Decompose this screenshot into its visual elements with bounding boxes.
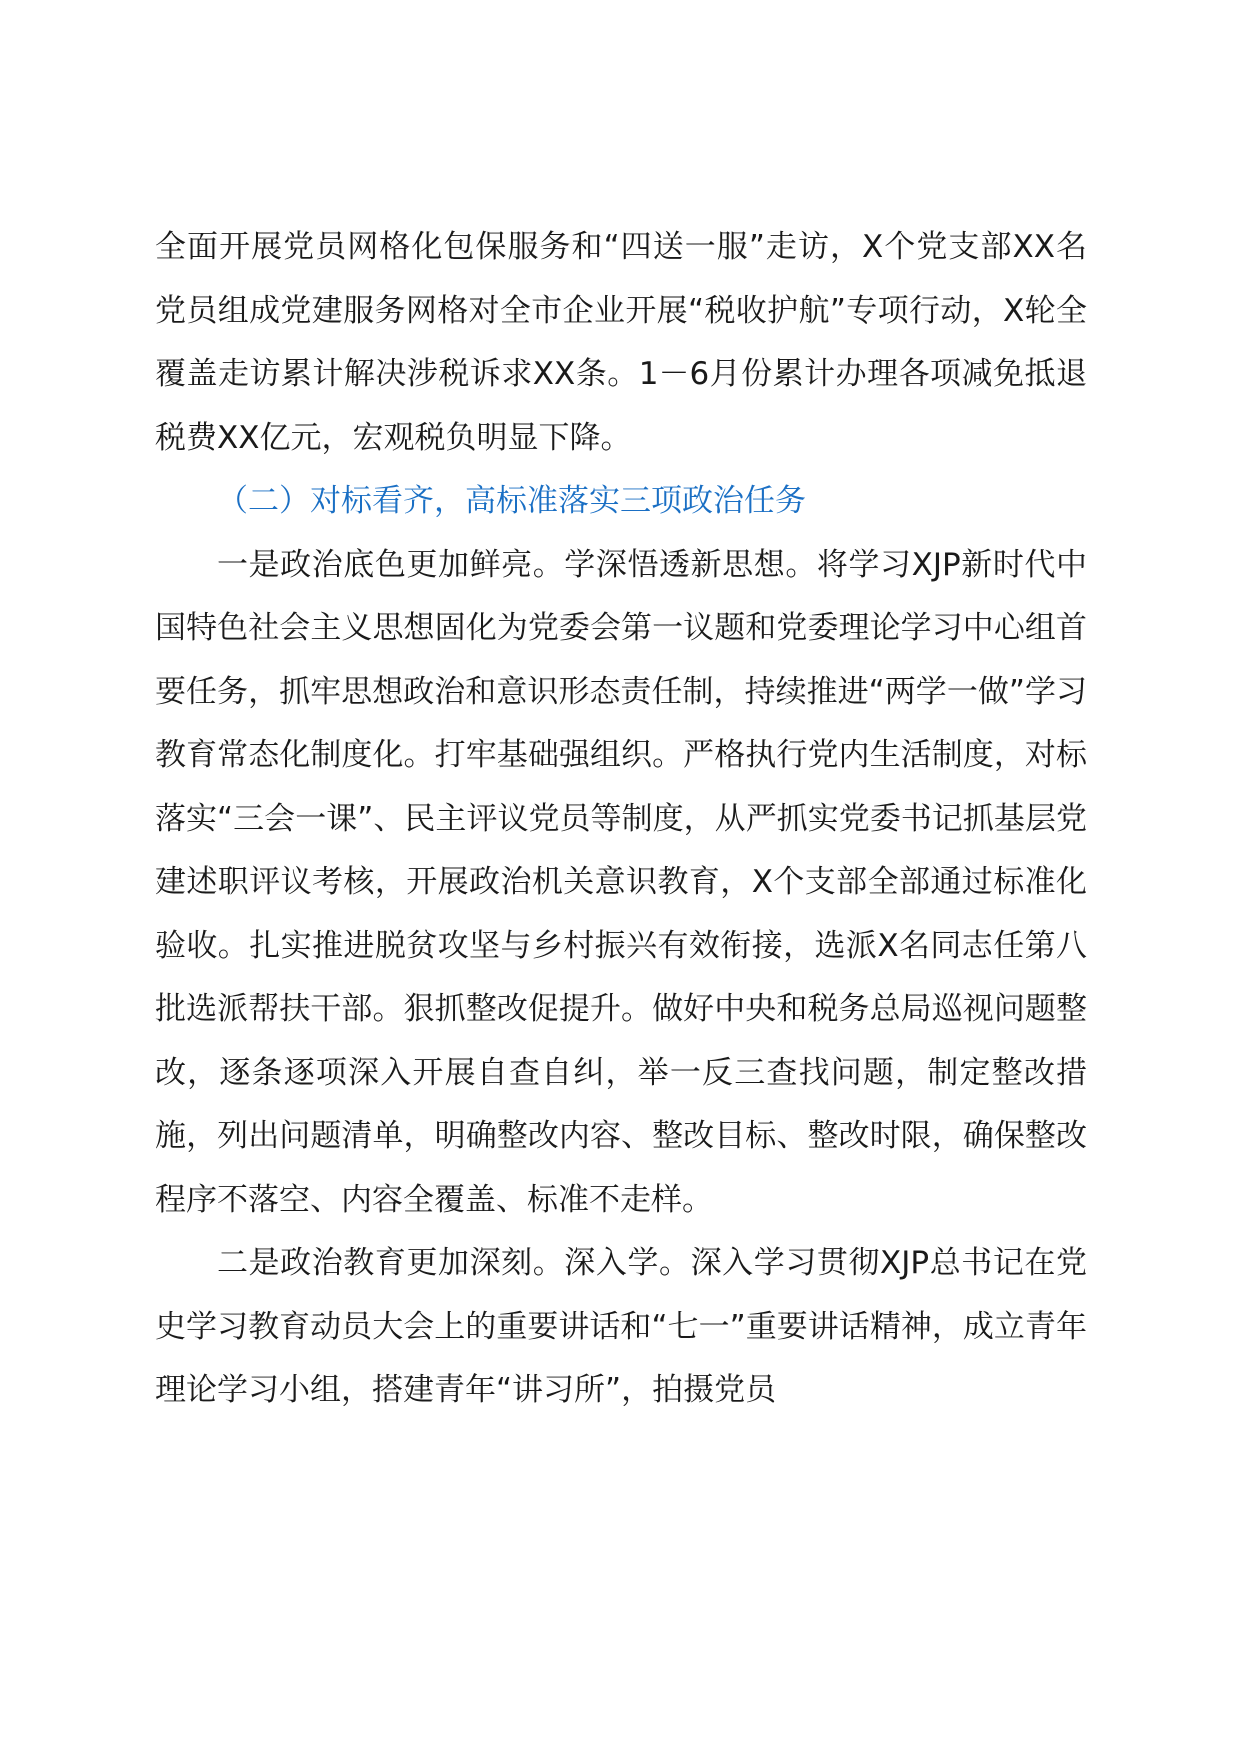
paragraph-political-foundation: 一是政治底色更加鲜亮。学深悟透新思想。将学习XJP新时代中国特色社会主义思想固化为党委会第一议题和党委理论学习中心组首要任务，抓牢思想政治和意识形态责任制，持续推进“两学一做”学习教育常态化制度化。打牢基础强组织。严格执行党内生活制度，对标落实“三会一课”、民主评议党员等制度，从严抓实党委书记抓基层党建述职评议考核，开展政治机关意识教育，X个支部全部通过标准化验收。扎实推进脱贫攻坚与乡村振兴有效衔接，选派X名同志任第八批选派帮扶干部。狠抓整改促提升。做好中央和税务总局巡视问题整改，逐条逐项深入开展自查自纠，举一反三查找问题，制定整改措施，列出问题清单，明确整改内容、整改目标、整改时限，确保整改程序不落空、内容全覆盖、标准不走样。 <box>155 546 1087 1218</box>
paragraph-political-education: 二是政治教育更加深刻。深入学。深入学习贯彻XJP总书记在党史学习教育动员大会上的重要讲话和“七一”重要讲话精神，成立青年理论学习小组，搭建青年“讲习所”，拍摄党员 <box>155 1245 1087 1408</box>
paragraph-grid-service: 全面开展党员网格化包保服务和“四送一服”走访，X个党支部XX名党员组成党建服务网格对全市企业开展“税收护航”专项行动，X轮全覆盖走访累计解决涉税诉求XX条。1－6月份累计办理各项减免抵退税费XX亿元，宏观税负明显下降。 <box>155 229 1087 456</box>
document-body <box>155 216 1087 1423</box>
section-heading-two: （二）对标看齐，高标准落实三项政治任务 <box>217 483 806 519</box>
